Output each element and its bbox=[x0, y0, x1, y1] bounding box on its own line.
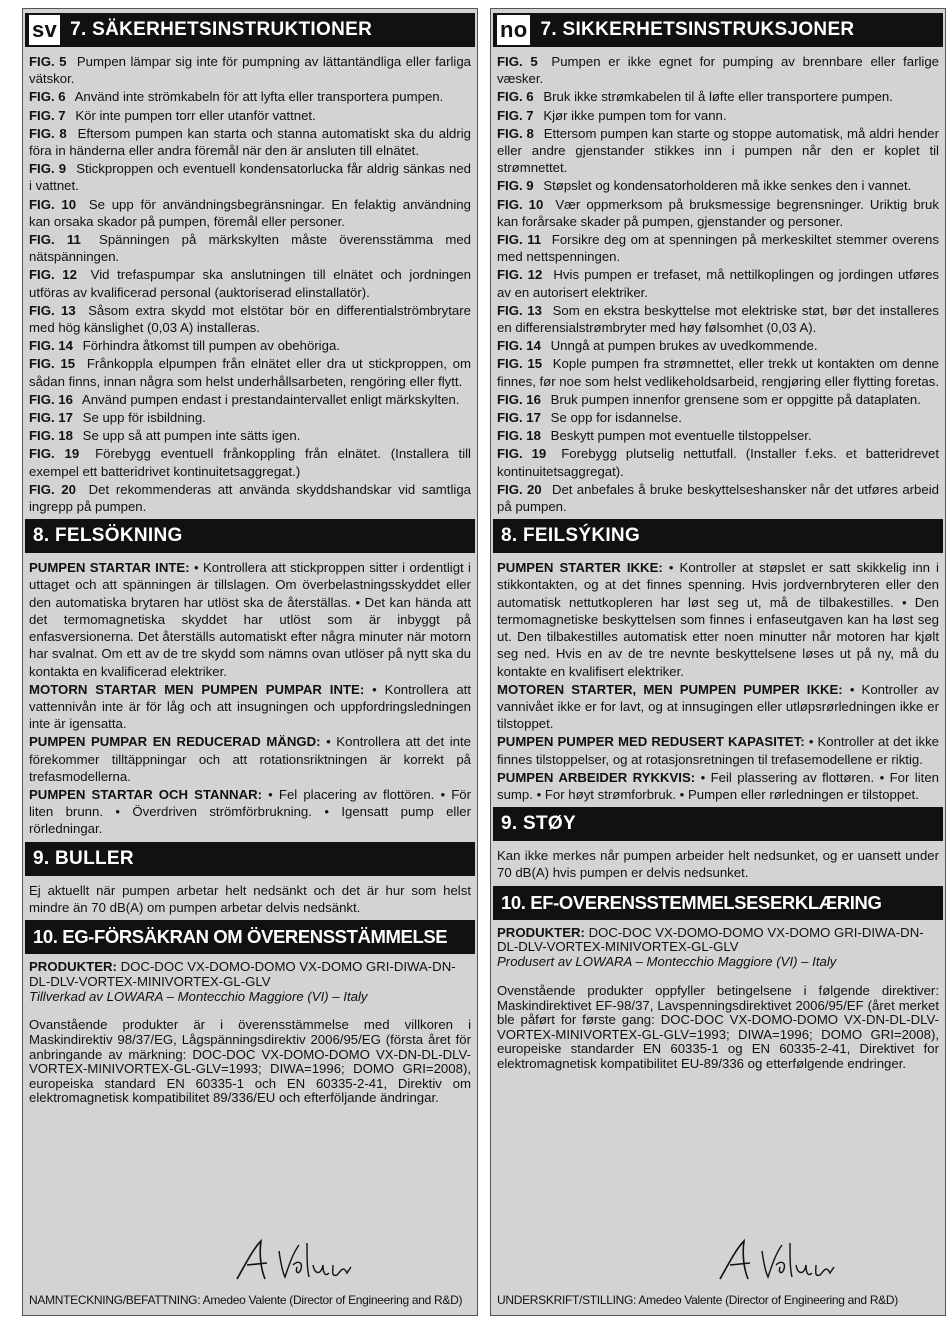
figure-reference: FIG. 7 bbox=[29, 107, 66, 123]
safety-instruction bbox=[29, 266, 471, 300]
solution-text: • Kontroller at det ikke finnes tilstoppelser, og at rotasjonsretningen til trefasemodellene er riktig. bbox=[497, 734, 939, 767]
section-10-header-sv bbox=[25, 920, 475, 954]
figure-reference: FIG. 11 bbox=[497, 232, 542, 248]
safety-instruction bbox=[29, 53, 471, 87]
safety-instruction bbox=[497, 177, 939, 194]
declaration-text-sv: Ovanstående produkter är i överensstämmelse med villkoren i Maskindirektiv 98/37/EG, Lågspänningsdirektiv 2006/95/EG (första året för anbringande av märkning: DOC-DOC VX-DOMO-DOMO VX-DN-DL-DLV-VORTEX-MINIVORTEX-GL-GLV=1993; DIWA=1996; DOMO GRI=2008), europeiska standard EN 60335-1 och EN 60335-2-41, Direktiv om elektromagnetisk kompatibilitet 89/336/EU och efterföljande ändringar. bbox=[29, 1017, 471, 1106]
troubleshooting-entry bbox=[497, 681, 939, 733]
products-block-no bbox=[497, 926, 939, 970]
section-8-header-sv bbox=[25, 519, 475, 553]
section-10-title-no: 10. EF-OVERENSSTEMMELSESERKLÆRING bbox=[501, 891, 882, 913]
instruction-text: Ettersom pumpen kan starte og stoppe automatisk, må aldri hender eller andre gjenstander stikkes inn i pumpen når den er koplet til strømnettet. bbox=[497, 125, 939, 176]
figure-reference: FIG. 19 bbox=[497, 446, 547, 462]
troubleshooting-entry bbox=[497, 769, 939, 803]
safety-instruction bbox=[497, 391, 939, 408]
instruction-text: Hvis pumpen er trefaset, må nettilkoplingen og jordingen utføres av en autorisert elektriker. bbox=[497, 267, 939, 300]
figure-reference: FIG. 17 bbox=[29, 410, 73, 426]
instruction-text: Beskytt pumpen mot eventuelle tilstoppelser. bbox=[550, 428, 812, 444]
figure-reference: FIG. 9 bbox=[29, 161, 67, 177]
declaration-text-no: Ovenstående produkter oppfyller betingelsene i følgende direktiver: Maskindirektivet EF-98/37, Lavspenningsdirektivet 2006/95/EF (året merket ble påført for første gang: DOC-DOC VX-DOMO-DOMO VX-DN-DL-DLV-VORTEX-MINIVORTEX-GL-GLV=1993; DIWA=1996; DOMO GRI=2008), europeiske standarder EN 60335-1 og EN 60335-2-41, Direktivet for elektromagnetisk kompatibilitet EU-89/336 og etterfølgende endringer. bbox=[497, 982, 939, 1071]
products-list-sv: DOC-DOC VX-DOMO-DOMO VX-DOMO GRI-DIWA-DN-DL-DLV-VORTEX-MINIVORTEX-GL-GLV bbox=[29, 958, 456, 989]
section-10-header-no bbox=[493, 886, 943, 920]
troubleshooting-list-sv bbox=[29, 559, 471, 837]
figure-reference: FIG. 6 bbox=[29, 89, 66, 105]
instruction-text: Spänningen på märkskylten måste överensstämma med nätspänningen. bbox=[29, 232, 471, 265]
products-label-sv: PRODUKTER: bbox=[29, 958, 117, 974]
troubleshooting-entry bbox=[29, 559, 471, 679]
figure-reference: FIG. 15 bbox=[497, 356, 543, 372]
problem-label: PUMPEN PUMPER MED REDUSERT KAPASITET: bbox=[497, 734, 805, 750]
safety-instruction bbox=[497, 481, 939, 515]
handwritten-signature-sv bbox=[223, 1235, 383, 1285]
figure-reference: FIG. 10 bbox=[497, 196, 544, 212]
troubleshooting-list-no bbox=[497, 559, 939, 803]
safety-instruction bbox=[29, 391, 471, 408]
section-8-title-no: 8. FEILSÝKING bbox=[501, 525, 641, 547]
figure-reference: FIG. 5 bbox=[29, 54, 67, 69]
instruction-text: Støpslet og kondensatorholderen må ikke senkes den i vannet. bbox=[543, 178, 912, 194]
instruction-text: Se opp for isdannelse. bbox=[550, 410, 682, 426]
section-10-title-sv: 10. EG-FÖRSÄKRAN OM ÖVERENSSTÄMMELSE bbox=[33, 925, 448, 947]
troubleshooting-entry bbox=[29, 733, 471, 785]
safety-instruction bbox=[497, 125, 939, 177]
figure-reference: FIG. 11 bbox=[29, 232, 81, 248]
problem-label: MOTOREN STARTER, MEN PUMPEN PUMPER IKKE: bbox=[497, 681, 843, 697]
safety-instruction bbox=[497, 445, 939, 479]
instruction-text: Se upp för användningsbegränsningar. En felaktig användning kan orsaka skador på pumpen, föremål eller personer. bbox=[29, 196, 471, 229]
safety-instruction bbox=[497, 53, 939, 87]
figure-reference: FIG. 13 bbox=[29, 302, 76, 318]
instruction-text: Frånkoppla elpumpen från elnätet eller dra ut stickproppen, om sådan finns, innan några som helst underhållsarbeten, rengöring eller flytt. bbox=[29, 356, 471, 389]
section-8-title-sv: 8. FELSÖKNING bbox=[33, 525, 183, 547]
solution-text: • Fel placering av flottören. • För liten brunn. • Överdriven strömförbrukning. • Igensatt pump eller rörledningar. bbox=[29, 786, 471, 837]
instruction-text: Forebygg plutselig nettutfall. (Installer f.eks. et batteridrevet kontinuitetsaggregat). bbox=[497, 446, 939, 479]
section-7-header-no bbox=[493, 13, 943, 47]
instruction-text: Eftersom pumpen kan starta och stanna automatiskt ska du aldrig föra in händerna eller andra föremål när den är ansluten till elnätet. bbox=[29, 125, 472, 159]
instruction-text: Som en ekstra beskyttelse mot elektriske støt, bør det installeres en differensialstrømbryter med høy følsomhet (0,03 A). bbox=[497, 302, 939, 336]
solution-text: • Kontroller av vannivået ikke er for lavt, og at innsugingen eller utløpsrørledningen ikke er tilstoppet. bbox=[497, 681, 940, 732]
safety-instruction bbox=[497, 196, 939, 230]
language-badge-no: no bbox=[495, 13, 532, 47]
figure-reference: FIG. 14 bbox=[497, 338, 541, 354]
figure-reference: FIG. 7 bbox=[497, 107, 534, 123]
problem-label: PUMPEN STARTAR INTE: bbox=[29, 560, 190, 576]
swedish-column bbox=[22, 8, 478, 1316]
instruction-text: Se upp så att pumpen inte sätts igen. bbox=[82, 428, 301, 444]
section-9-title-sv: 9. BULLER bbox=[33, 847, 134, 869]
figure-reference: FIG. 16 bbox=[29, 391, 73, 407]
instruction-text: Kople pumpen fra strømnettet, eller trekk ut kontakten om denne finnes, før noe som helst vedlikeholdsarbeid, rengjøring eller flytting foretas. bbox=[497, 356, 939, 389]
figure-reference: FIG. 17 bbox=[497, 410, 541, 426]
safety-instruction bbox=[29, 427, 471, 444]
solution-text: • Feil plassering av flottøren. • For liten sump. • For høyt strømforbruk. • Pumpen eller rørledningen er tilstoppet. bbox=[497, 769, 939, 802]
products-label-no: PRODUKTER: bbox=[497, 924, 585, 940]
figure-reference: FIG. 8 bbox=[497, 125, 534, 141]
instruction-text: Stickproppen och eventuell kondensatorlucka får aldrig sänkas ned i vattnet. bbox=[29, 161, 471, 194]
figure-reference: FIG. 8 bbox=[29, 125, 67, 141]
instruction-text: Kjør ikke pumpen tom for vann. bbox=[543, 107, 727, 123]
safety-instruction bbox=[497, 88, 939, 105]
figure-reference: FIG. 12 bbox=[29, 267, 77, 283]
manufacturer-sv: Tillverkad av LOWARA – Montecchio Maggiore (VI) – Italy bbox=[29, 988, 368, 1004]
figure-reference: FIG. 10 bbox=[29, 196, 77, 212]
instruction-text: Se upp för isbildning. bbox=[82, 410, 206, 426]
safety-instruction bbox=[29, 337, 471, 354]
figure-reference: FIG. 20 bbox=[497, 481, 542, 497]
problem-label: PUMPEN STARTER IKKE: bbox=[497, 560, 663, 576]
products-block-sv bbox=[29, 960, 471, 1004]
solution-text: • Kontrollera att stickproppen sitter i ordentligt i uttaget och att spänningen är tillslagen. Om överbelastningsskyddet eller den automatiska brytaren har utlöst ska de återställas. • Det kan hända att det termomagnetiska skyddet har utlöst som är inbyggt på enfasversionerna. Det återställs automatiskt efter några minuter när motorn har svalnat. Om ett av de tre skydd som nämns ovan utlöser på nytt ska du kontakta en kvalificerad elektriker. bbox=[29, 560, 471, 679]
signature-label-sv: NAMNTECKNING/BEFATTNING: Amedeo Valente (Director of Engineering and R&D) bbox=[29, 1293, 463, 1307]
safety-instruction bbox=[29, 107, 471, 124]
safety-instruction bbox=[29, 88, 471, 105]
signature-label-no: UNDERSKRIFT/STILLING: Amedeo Valente (Director of Engineering and R&D) bbox=[497, 1293, 898, 1307]
instruction-text: Använd inte strömkabeln för att lyfta eller transportera pumpen. bbox=[74, 89, 444, 105]
figure-reference: FIG. 16 bbox=[497, 391, 541, 407]
manufacturer-no: Produsert av LOWARA – Montecchio Maggiore (VI) – Italy bbox=[497, 954, 837, 970]
safety-instruction bbox=[497, 266, 939, 300]
safety-instruction bbox=[497, 302, 939, 336]
instruction-text: Det rekommenderas att använda skyddshandskar vid samtliga ingrepp på pumpen. bbox=[29, 481, 471, 515]
safety-instruction bbox=[29, 196, 471, 230]
instruction-text: Förebygg eventuell frånkoppling från elnätet. (Installera till exempel ett batteridrivet kontinuitetsaggregat.) bbox=[29, 446, 471, 479]
instruction-text: Kör inte pumpen torr eller utanför vattnet. bbox=[75, 107, 316, 123]
instruction-text: Förhindra åtkomst till pumpen av obehöriga. bbox=[82, 338, 340, 354]
figure-reference: FIG. 12 bbox=[497, 267, 543, 283]
instruction-text: Vær oppmerksom på bruksmessige begrensninger. Uriktig bruk kan forårsake skader på pumpen, gjenstander og personer. bbox=[497, 196, 939, 229]
signature-area-sv bbox=[23, 1205, 477, 1315]
safety-instruction bbox=[497, 427, 939, 444]
handwritten-signature-no bbox=[706, 1235, 866, 1285]
instruction-text: Pumpen er ikke egnet for pumping av brennbare eller farlige væsker. bbox=[497, 54, 940, 87]
figure-reference: FIG. 20 bbox=[29, 481, 76, 497]
products-list-no: DOC-DOC VX-DOMO-DOMO VX-DOMO GRI-DIWA-DN-DL-DLV-VORTEX-MINIVORTEX-GL-GLV bbox=[497, 924, 924, 955]
problem-label: PUMPEN STARTAR OCH STANNAR: bbox=[29, 786, 263, 802]
safety-instruction bbox=[29, 445, 471, 479]
safety-instruction bbox=[29, 231, 471, 265]
instruction-text: Forsikre deg om at spenningen på merkeskiltet stemmer overens med nettspenningen. bbox=[497, 232, 939, 265]
safety-instruction bbox=[497, 231, 939, 265]
section-8-header-no bbox=[493, 519, 943, 553]
figure-reference: FIG. 15 bbox=[29, 356, 76, 372]
problem-label: PUMPEN ARBEIDER RYKKVIS: bbox=[497, 769, 696, 785]
figure-reference: FIG. 13 bbox=[497, 302, 542, 318]
instruction-text: Vid trefaspumpar ska anslutningen till elnätet och jordningen utföras av kvalificerad personal (auktoriserad elinstallatör). bbox=[29, 267, 471, 300]
safety-instruction bbox=[29, 160, 471, 194]
instruction-text: Bruk ikke strømkabelen til å løfte eller transportere pumpen. bbox=[543, 89, 893, 105]
figure-reference: FIG. 9 bbox=[497, 178, 534, 194]
safety-instruction bbox=[29, 355, 471, 389]
noise-text-sv: Ej aktuellt när pumpen arbetar helt nedsänkt och det är hur som helst mindre än 70 dB(A) om pumpen arbetar delvis nedsänkt. bbox=[29, 882, 471, 915]
section-7-title-no: 7. SIKKERHETSINSTRUKSJONER bbox=[540, 19, 855, 40]
section-7-title-sv: 7. SÄKERHETSINSTRUKTIONER bbox=[70, 19, 373, 40]
figure-reference: FIG. 19 bbox=[29, 446, 80, 462]
solution-text: • Kontrollera att det inte förekommer tilltäppningar och att rotationsriktningen är korrekt på trefasmodellerna. bbox=[29, 734, 471, 784]
signature-area-no bbox=[491, 1205, 945, 1315]
section-7-header-sv bbox=[25, 13, 475, 47]
section-9-title-no: 9. STØY bbox=[501, 813, 576, 835]
troubleshooting-entry bbox=[29, 786, 471, 838]
troubleshooting-entry bbox=[29, 681, 471, 733]
instruction-text: Pumpen lämpar sig inte för pumpning av lättantändliga eller farliga vätskor. bbox=[29, 54, 472, 87]
figure-reference: FIG. 5 bbox=[497, 54, 538, 69]
safety-instruction bbox=[497, 337, 939, 354]
safety-instruction bbox=[497, 409, 939, 426]
safety-instruction bbox=[29, 481, 471, 515]
safety-instruction bbox=[29, 125, 471, 159]
troubleshooting-entry bbox=[497, 733, 939, 767]
instruction-text: Såsom extra skydd mot elstötar bör en differentialströmbrytare med hög känslighet (0,03 A) installeras. bbox=[29, 302, 471, 336]
instruction-text: Unngå at pumpen brukes av uvedkommende. bbox=[550, 338, 818, 354]
figure-reference: FIG. 6 bbox=[497, 89, 534, 105]
problem-label: MOTORN STARTAR MEN PUMPEN PUMPAR INTE: bbox=[29, 681, 365, 697]
section-9-header-sv bbox=[25, 842, 475, 876]
figure-reference: FIG. 14 bbox=[29, 338, 73, 354]
norwegian-column bbox=[490, 8, 946, 1316]
instruction-text: Använd pumpen endast i prestandaintervallet enligt märkskylten. bbox=[81, 391, 460, 407]
noise-text-no: Kan ikke merkes når pumpen arbeider helt nedsunket, og er uansett under 70 dB(A) hvis pumpen er delvis nedsunket. bbox=[497, 848, 939, 881]
figure-reference: FIG. 18 bbox=[29, 428, 73, 444]
solution-text: • Kontroller at støpslet er satt skikkelig inn i stikkontakten, og at det finnes spenning. Hvis jordvernbryteren eller den automatisk nettutkopleren har løst seg ut, må de tilbakestilles. • Den termomagnetiske beskyttelsen som finnes i enfaseutgaven kan ha løst seg ut. Den tilbakestilles automatisk etter noen minutter når motoren har kjølt seg ned. Hvis en av de tre nevnte beskyttelsene løses ut på ny, må du kontakte en kvalifisert elektriker. bbox=[497, 560, 939, 679]
figure-reference: FIG. 18 bbox=[497, 428, 541, 444]
problem-label: PUMPEN PUMPAR EN REDUCERAD MÄNGD: bbox=[29, 734, 321, 750]
solution-text: • Kontrollera att vattennivån inte är för låg och att insugningen och uppfordringsledningen inte är igensatta. bbox=[29, 681, 471, 732]
safety-list-no bbox=[497, 53, 939, 515]
safety-instruction bbox=[29, 302, 471, 336]
language-badge-sv: sv bbox=[27, 13, 62, 47]
instruction-text: Det anbefales å bruke beskyttelseshansker når det utføres arbeid på pumpen. bbox=[497, 481, 939, 515]
instruction-text: Bruk pumpen innenfor grensene som er oppgitte på dataplaten. bbox=[550, 391, 921, 407]
safety-list-sv bbox=[29, 53, 471, 515]
section-9-header-no bbox=[493, 807, 943, 841]
safety-instruction bbox=[29, 409, 471, 426]
troubleshooting-entry bbox=[497, 559, 939, 679]
safety-instruction bbox=[497, 355, 939, 389]
safety-instruction bbox=[497, 107, 939, 124]
